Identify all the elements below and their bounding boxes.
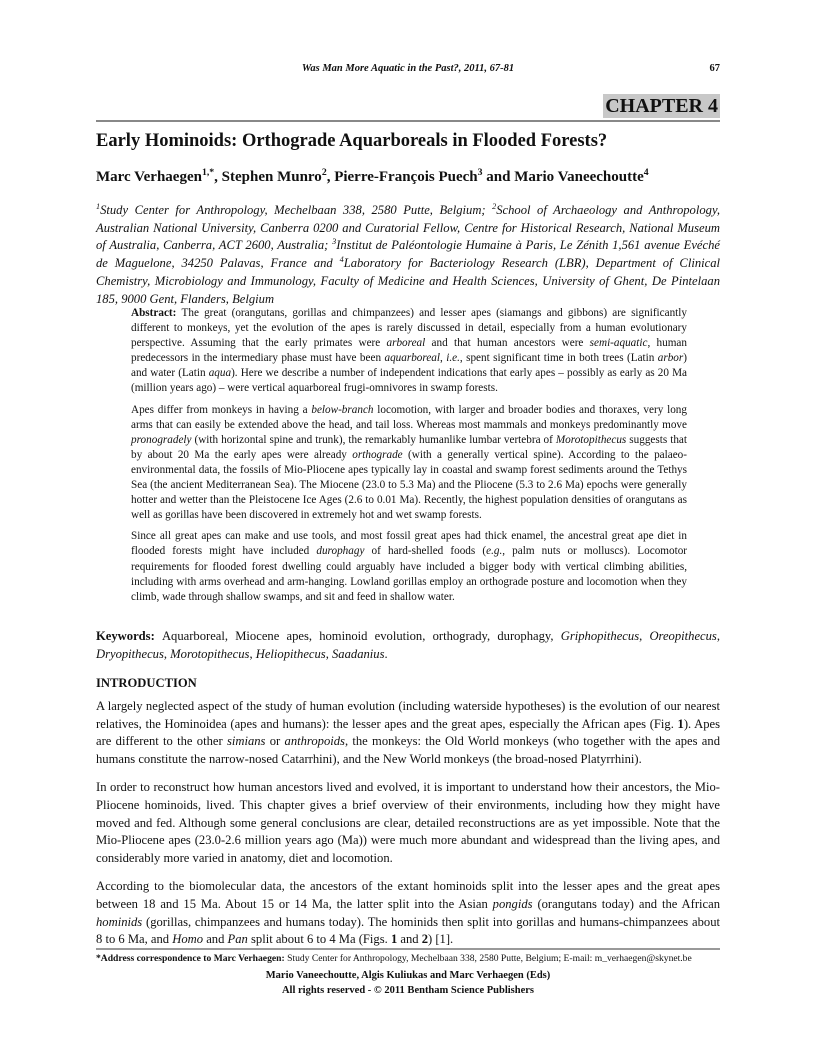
text-run: 1 <box>677 716 684 731</box>
paragraph <box>96 202 720 308</box>
paragraph <box>96 878 720 948</box>
text-run: School of Archaeology and Anthropology, Australian National University, Canberra 0200 and Curatorial Fellow, Centre for Historical Research, National Museum of Australia, Canberra, ACT 2600, Australia; <box>96 203 720 253</box>
text-run: . <box>384 646 388 661</box>
paragraph <box>131 306 687 397</box>
text-run: 1 <box>96 201 101 211</box>
paragraph <box>96 698 720 768</box>
text-run: 3 <box>332 237 337 247</box>
author-name: Pierre-François Puech <box>334 169 478 185</box>
author-affiliation-mark: 4 <box>643 167 649 178</box>
text-run: Aquarboreal, Miocene apes, hominoid evolution, orthogrady, durophagy, <box>161 629 561 643</box>
text-run: suggests that by about 20 Ma the early apes were already <box>131 433 687 461</box>
affiliations <box>96 202 720 308</box>
introduction-body <box>96 698 720 960</box>
text-run: (gorillas, chimpanzees and humans today). The hominids then split into gorillas and humans-chimpanzees about 8 to 6 Ma, and <box>96 914 720 947</box>
text-run: Since all great apes can make and use tools, and most fossil great apes had thick enamel, the ancestral great ape diet in flooded forests might have included <box>131 530 687 558</box>
text-run: , the monkeys: the Old World monkeys (who together with the apes and humans constitute the narrow-nosed Catarrhini), and the New World monkeys (the broad-nosed Platyrrhini). <box>96 734 720 766</box>
copyright-line: All rights reserved - © 2011 Bentham Science Publishers <box>281 985 535 996</box>
section-heading-introduction: INTRODUCTION <box>96 676 197 690</box>
text-run: The great (orangutans, gorillas and chimpanzees) and lesser apes (siamangs and gibbons) are significantly different to monkeys, yet the evolution of the apes is rarely discussed in detail, especially from a human evolutionary perspective. Assuming that the early primates were <box>131 307 687 350</box>
text-run: Morotopithecus <box>555 433 627 446</box>
text-run: below-branch <box>311 403 374 416</box>
text-run: and <box>203 932 228 947</box>
text-run: Institut de Paléontologie Humaine à Paris, Le Zénith 1,561 avenue Evéché de Maguelone, 34250 Palavas, France and <box>96 238 720 271</box>
editors-line: Mario Vaneechoutte, Algis Kuliukas and Marc Verhaegen (Eds) <box>265 970 551 981</box>
text-run: simians <box>226 734 266 749</box>
text-run: hominids <box>96 914 143 929</box>
text-run: ). Apes are different to the other <box>96 716 720 749</box>
footnote-divider <box>96 948 720 950</box>
text-run: locomotion, with larger and broader bodies and thoraxes, very long arms that can easily be extended above the head, and tail loss. Whereas most mammals and monkeys predominantly move <box>131 403 687 431</box>
chapter-label: CHAPTER 4 <box>605 95 718 117</box>
text-run: , <box>639 629 650 643</box>
text-run: In order to reconstruct how human ancestors lived and evolved, it is important to understand how their ancestors, the Mio-Pliocene hominoids, lived. This chapter gives a brief overview of their environments, including how they might have moved and fed. Although some general conclusions are clear, detailed reconstructions are as yet impossible. Note that the Mio-Pliocene apes (23.0-2.6 million years ago (Ma)) were much more abundant and widespread than the living apes, and considerably more varied in anatomy, diet and locomotion. <box>96 780 720 865</box>
author-separator: and <box>482 169 515 185</box>
text-run: Study Center for Anthropology, Mechelbaan 338, 2580 Putte, Belgium; <box>100 203 493 217</box>
text-run: of hard-shelled foods ( <box>364 545 487 558</box>
text-run: 1 <box>390 932 398 947</box>
text-run: pongids <box>492 896 533 911</box>
author-affiliation-mark: 2 <box>321 167 327 178</box>
text-run: Morotopithecus <box>170 646 250 661</box>
text-run: 2 <box>492 201 497 211</box>
text-run: According to the biomolecular data, the ancestors of the extant hominoids split into the lesser apes and the great apes between 18 and 15 Ma. About 15 or 14 Ma, the latter split into the Asian <box>96 879 720 911</box>
header-divider <box>96 120 720 122</box>
text-run: or <box>265 734 285 749</box>
text-run: ). Here we describe a number of independent indications that early apes – possibly as early as 20 Ma (million years ago) – were vertical aquarboreal frugi-omnivores in swamp forests. <box>131 367 687 395</box>
text-run: Abstract: <box>131 307 182 319</box>
text-run: pronogradely <box>131 433 192 446</box>
text-run: aquarboreal <box>384 352 440 365</box>
text-run: Oreopithecus <box>649 629 717 643</box>
text-run: , <box>716 629 720 643</box>
text-run: Heliopithecus <box>255 646 326 661</box>
text-run: split about 6 to 4 Ma (Figs. <box>247 932 391 947</box>
paragraph <box>131 529 687 604</box>
text-run: arboreal <box>386 337 426 350</box>
author-separator: , <box>214 169 222 185</box>
text-run: , <box>325 646 332 661</box>
text-run: orthograde <box>352 448 403 461</box>
page-number: 67 <box>709 63 720 74</box>
text-run: 4 <box>339 254 344 264</box>
paragraph <box>96 628 720 663</box>
author-name: Marc Verhaegen <box>96 169 202 185</box>
text-run: i.e. <box>446 352 460 365</box>
author-affiliation-mark: 3 <box>477 167 483 178</box>
text-run: arbor <box>657 352 684 365</box>
author-separator: , <box>326 169 335 185</box>
text-run: A largely neglected aspect of the study of human evolution (including waterside hypotheses) is the evolution of our nearest relatives, the Hominoidea (apes and humans): the lesser apes and the great apes, especially the African apes (Fig. <box>96 699 720 731</box>
text-run: , human predecessors in the intermediary phase must have been <box>131 337 687 365</box>
text-run: Apes differ from monkeys in having a <box>131 403 312 416</box>
text-run: e.g. <box>486 545 503 558</box>
text-run: Pan <box>227 932 248 947</box>
publication-info <box>96 968 720 998</box>
text-run: Study Center for Anthropology, Mechelbaan 338, 2580 Putte, Belgium; E-mail: m_verhaegen@skynet.be <box>287 953 692 964</box>
running-title: Was Man More Aquatic in the Past?, 2011, 67-81 <box>301 63 515 74</box>
text-run: , palm nuts or molluscs). Locomotor requirements for flooded forest dwelling could arguably have included a bigger body with vertical climbing abilities, including with arms overhead and arm-hanging. Lowland gorillas employ an orthograde posture and locomotion when they climb, wade through shallow swamps, and sit and feed in shallow water. <box>131 545 688 603</box>
text-run: ) and water (Latin <box>131 352 687 380</box>
paragraph <box>131 403 687 524</box>
text-run: *Address correspondence to Marc Verhaegen: <box>96 953 288 964</box>
text-run: ) [1]. <box>428 932 454 947</box>
text-run: Keywords: <box>96 629 162 643</box>
text-run: durophagy <box>316 545 365 558</box>
correspondence-footnote <box>96 953 736 964</box>
text-run: Dryopithecus <box>96 646 164 661</box>
text-run: semi-aquatic <box>589 337 648 350</box>
author-affiliation-mark: 1,* <box>201 167 215 178</box>
text-run: Saadanius <box>332 646 385 661</box>
text-run: and <box>397 932 422 947</box>
text-run: and that human ancestors were <box>425 337 590 350</box>
abstract <box>131 306 687 611</box>
author-name: Mario Vaneechoutte <box>514 169 644 185</box>
keywords <box>96 628 720 663</box>
paper-title: Early Hominoids: Orthograde Aquarboreals in Flooded Forests? <box>96 131 608 151</box>
text-run: , <box>163 646 171 661</box>
text-run: Griphopithecus <box>560 629 640 643</box>
author-list <box>96 169 736 186</box>
text-run: , <box>249 646 256 661</box>
text-run: anthropoids <box>284 734 345 749</box>
text-run: , <box>440 352 447 365</box>
text-run: (with horizontal spine and trunk), the remarkably humanlike lumbar vertebra of <box>191 433 556 446</box>
text-run: Homo <box>172 932 204 947</box>
author-name: Stephen Munro <box>221 169 322 185</box>
text-run: , spent significant time in both trees (Latin <box>459 352 658 365</box>
paragraph <box>96 779 720 867</box>
text-run: (orangutans today) and the African <box>532 896 720 911</box>
text-run: 2 <box>421 932 429 947</box>
text-run: (with a generally vertical spine). According to the palaeo-environmental data, the fossils of Mio-Pliocene apes typically lay in coastal and swamp forest sediments around the Tethys Sea (the ancient Mediterranean Sea). The Miocene (23.0 to 5.3 Ma) and the Pliocene (5.3 to 2.6 Ma) epochs were generally hotter and wetter than the Pleistocene Ice Ages (2.6 to 0.01 Ma). Recently, the highest population densities of orangutans as well as gorillas have been discovered in extremely hot and wet swamp forests. <box>131 448 687 522</box>
text-run: aqua <box>208 367 232 380</box>
text-run: Laboratory for Bacteriology Research (LBR), Department of Clinical Chemistry, Microbiology and Immunology, Faculty of Medicine and Health Sciences, University of Ghent, De Pintelaan 185, 9000 Gent, Flanders, Belgium <box>96 256 720 306</box>
